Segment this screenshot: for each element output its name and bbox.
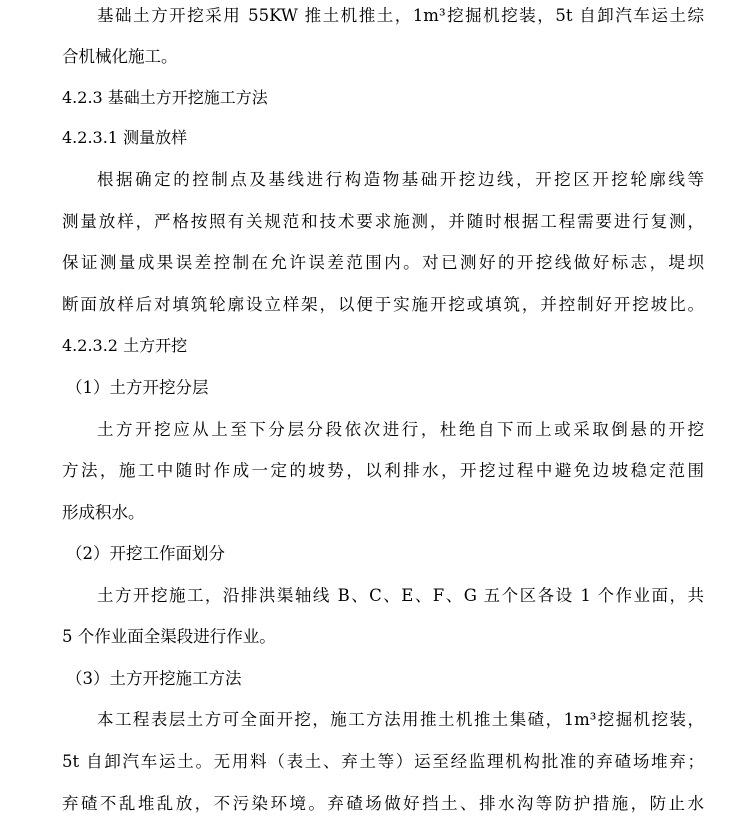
layering-line-3: 形成积水。 xyxy=(62,503,145,522)
survey-line-3: 保证测量成果误差控制在允许误差范围内。对已测好的开挖线做好标志，堤坝 xyxy=(62,253,704,272)
section-heading-4-2-3-2: 4.2.3.2 土方开挖 xyxy=(62,336,188,355)
subsection-title-2: （2）开挖工作面划分 xyxy=(66,544,225,563)
workface-line-1: 土方开挖施工，沿排洪渠轴线 B、C、E、F、G 五个区各设 1 个作业面，共 xyxy=(97,586,704,605)
layering-line-2: 方法，施工中随时作成一定的坡势，以利排水，开挖过程中避免边坡稳定范围 xyxy=(62,461,704,480)
intro-line-2: 合机械化施工。 xyxy=(62,47,178,66)
subsection-title-3: （3）土方开挖施工方法 xyxy=(66,669,242,688)
survey-line-2: 测量放样，严格按照有关规范和技术要求施测，并随时根据工程需要进行复测， xyxy=(62,212,704,231)
workface-line-2: 5 个作业面全渠段进行作业。 xyxy=(62,627,276,646)
section-heading-4-2-3-1: 4.2.3.1 测量放样 xyxy=(62,128,188,147)
method-line-3: 弃碴不乱堆乱放，不污染环境。弃碴场做好挡土、排水沟等防护措施，防止水 xyxy=(62,794,704,813)
survey-line-1: 根据确定的控制点及基线进行构造物基础开挖边线，开挖区开挖轮廓线等 xyxy=(97,170,704,189)
intro-line-1: 基础土方开挖采用 55KW 推土机推土，1m³挖掘机挖装，5t 自卸汽车运土综 xyxy=(97,6,704,25)
subsection-title-1: （1）土方开挖分层 xyxy=(66,378,209,397)
method-line-2: 5t 自卸汽车运土。无用料（表土、弃土等）运至经监理机构批准的弃碴场堆弃； xyxy=(62,752,704,771)
method-line-1: 本工程表层土方可全面开挖，施工方法用推土机推土集碴，1m³挖掘机挖装， xyxy=(97,710,704,729)
section-heading-4-2-3: 4.2.3 基础土方开挖施工方法 xyxy=(62,88,268,107)
layering-line-1: 土方开挖应从上至下分层分段依次进行，杜绝自下而上或采取倒悬的开挖 xyxy=(97,420,704,439)
survey-line-4: 断面放样后对填筑轮廓设立样架，以便于实施开挖或填筑，并控制好开挖坡比。 xyxy=(62,295,704,314)
